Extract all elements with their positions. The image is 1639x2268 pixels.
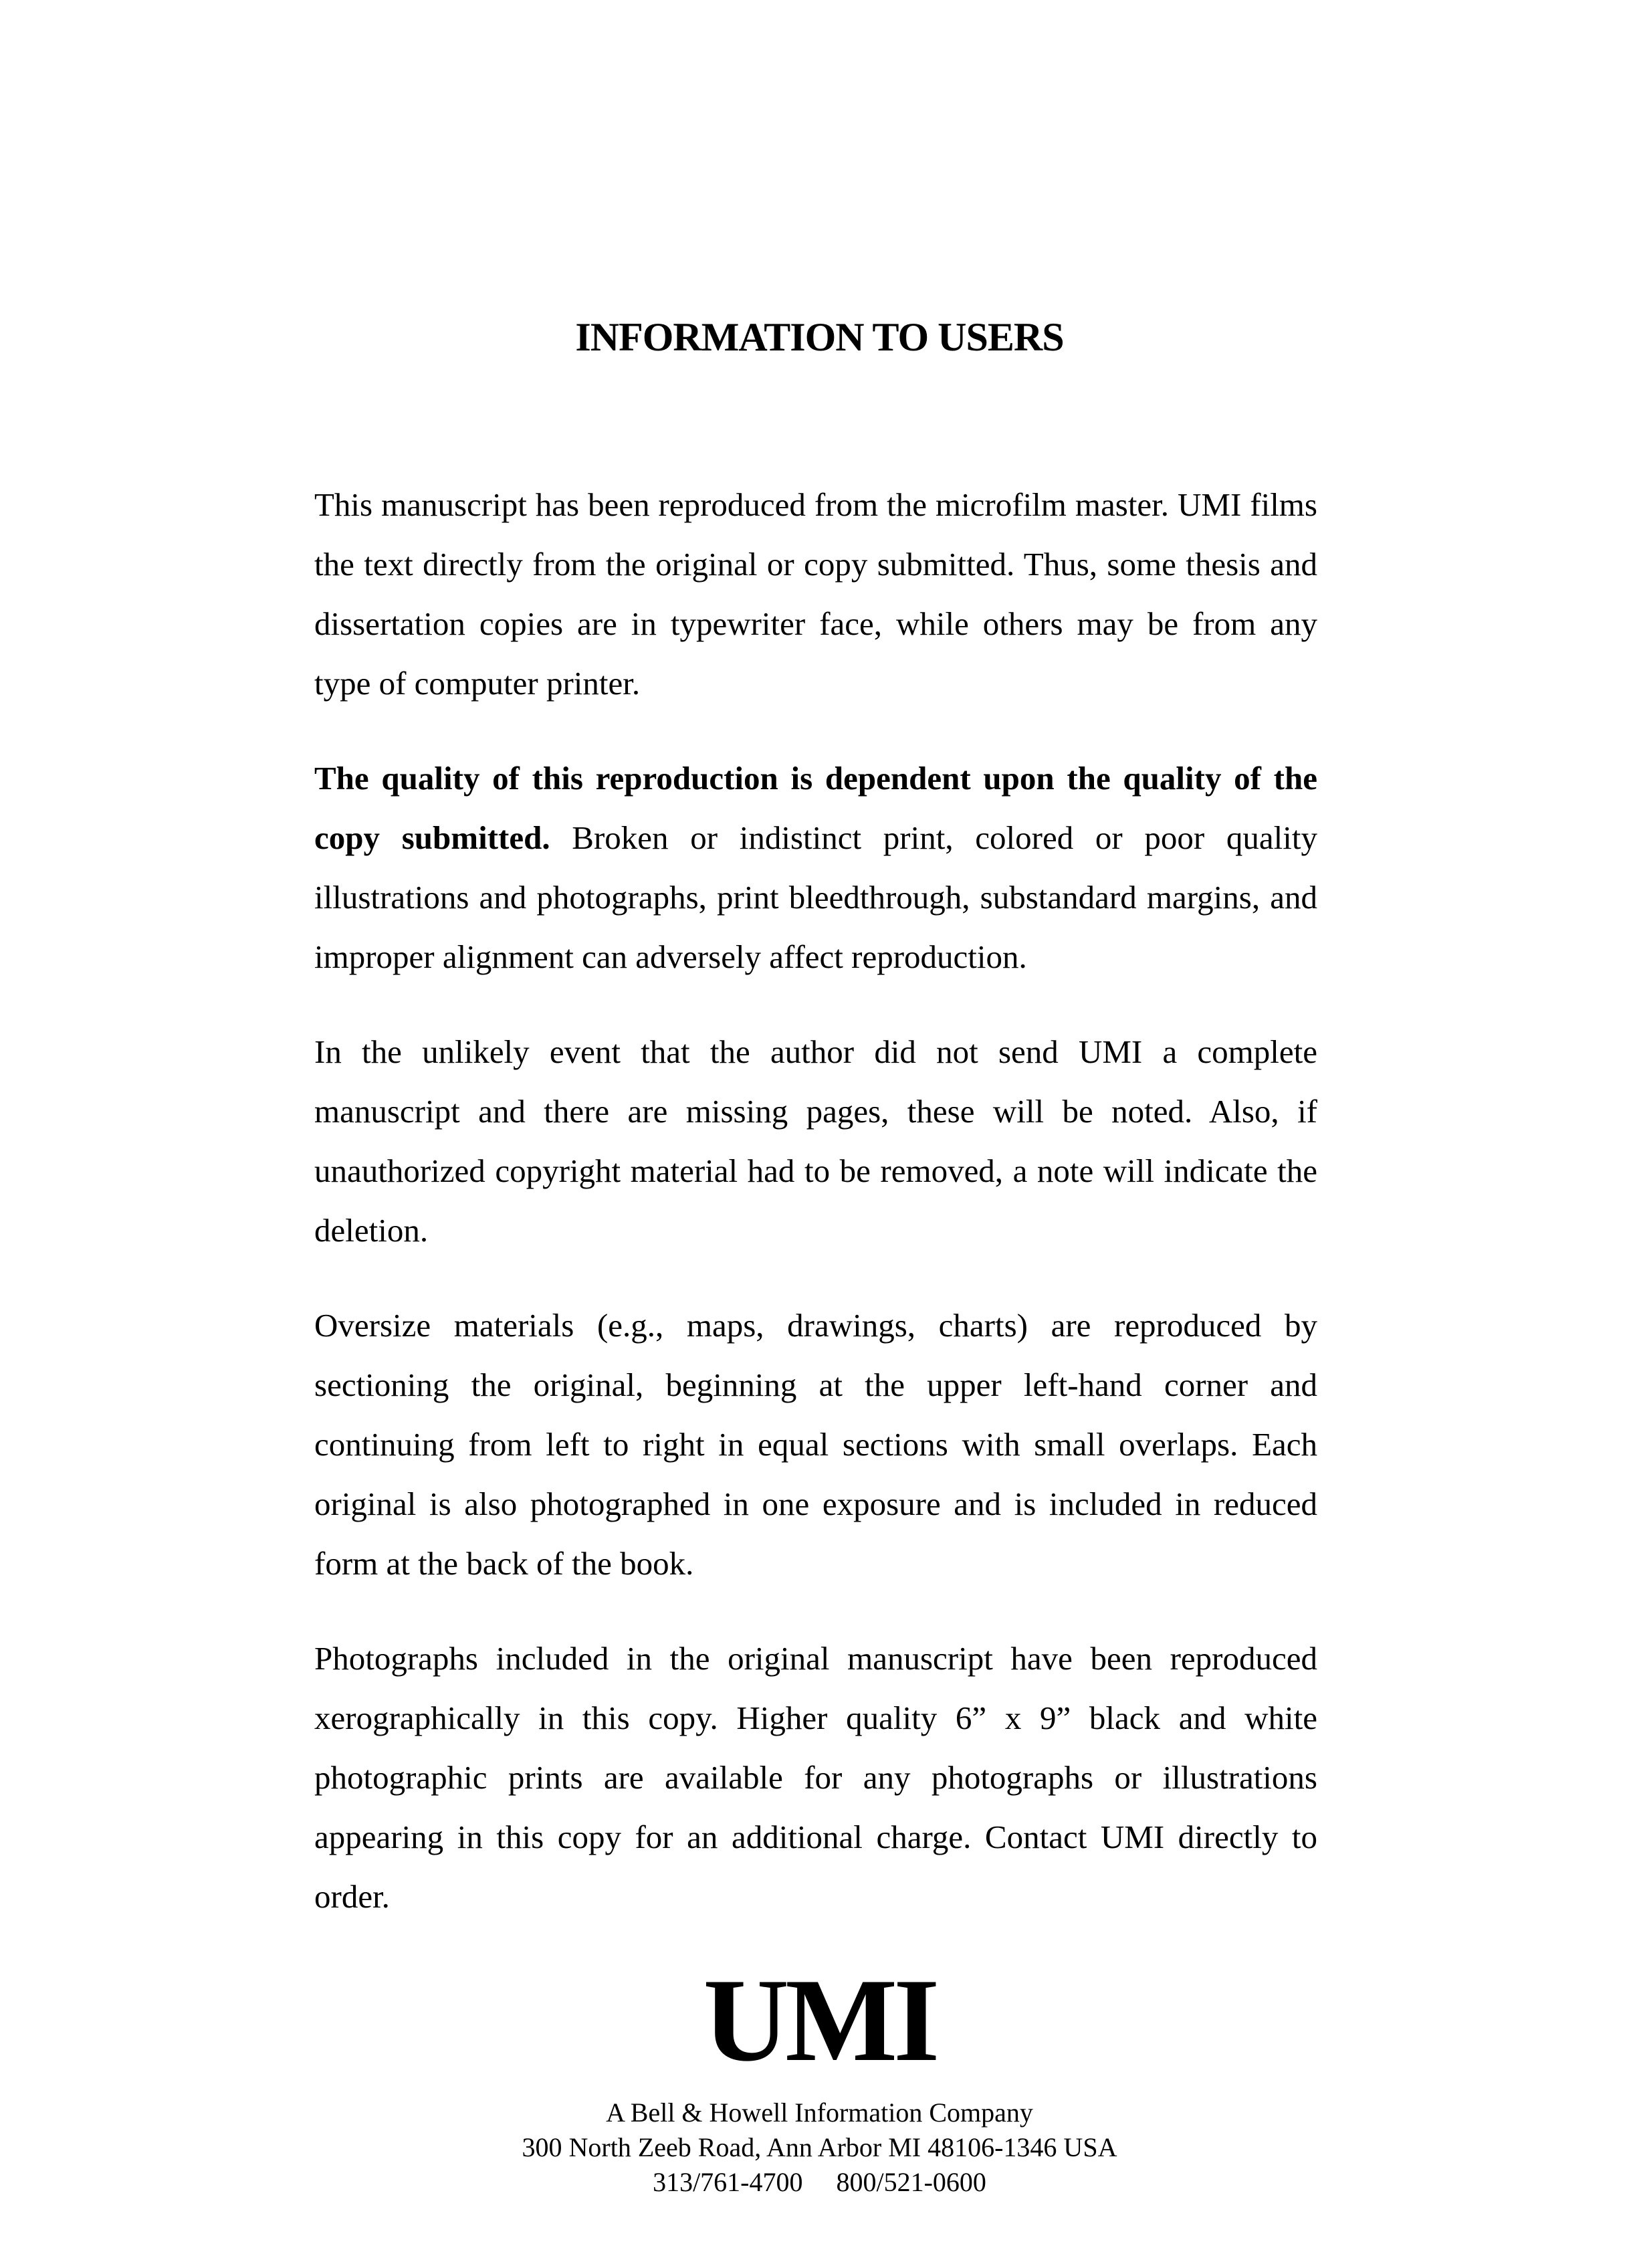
paragraph-quality bbox=[314, 748, 1317, 987]
paragraph-text: Broken or indistinct print, colored or poor quality illustrations and photographs, print bleedthrough, substandard margins, and improper alignment can adversely affect reproduction. bbox=[314, 819, 1317, 975]
company-name: A Bell & Howell Information Company bbox=[606, 2097, 1033, 2128]
paragraph-oversize bbox=[314, 1296, 1317, 1593]
paragraph-bold-lead: The quality of this reproduction is dependent upon the quality of the copy submitted. bbox=[314, 760, 1317, 856]
body-text bbox=[314, 475, 1317, 1962]
paragraph-missing-pages bbox=[314, 1022, 1317, 1260]
footer bbox=[0, 1954, 1639, 2200]
paragraph-text: Oversize materials (e.g., maps, drawings, charts) are reproduced by sectioning the original, beginning at the upper left-hand corner and continuing from left to right in equal sections with small overlaps. Each original is also photographed in one exposure and is included in reduced form at the back of the book. bbox=[314, 1307, 1317, 1582]
company-address: 300 North Zeeb Road, Ann Arbor MI 48106-1346 USA bbox=[522, 2132, 1117, 2162]
paragraph-text: Photographs included in the original manuscript have been reproduced xerographically in this copy. Higher quality 6” x 9” black and white photographic prints are available for any photographs or illustrations appearing in this copy for an additional charge. Contact UMI directly to order. bbox=[314, 1640, 1317, 1915]
paragraph-microfilm bbox=[314, 475, 1317, 713]
umi-logo: UMI bbox=[703, 1954, 936, 2086]
phone-numbers bbox=[0, 2165, 1639, 2200]
page-title: INFORMATION TO USERS bbox=[575, 315, 1064, 359]
phone-number: 313/761-4700 bbox=[653, 2167, 803, 2197]
paragraph-photographs bbox=[314, 1629, 1317, 1926]
phone-number: 800/521-0600 bbox=[836, 2167, 986, 2197]
paragraph-text: This manuscript has been reproduced from the microfilm master. UMI films the text directly from the original or copy submitted. Thus, some thesis and dissertation copies are in typewriter face, while others may be from any type of computer printer. bbox=[314, 486, 1317, 702]
paragraph-text: In the unlikely event that the author did not send UMI a complete manuscript and there are missing pages, these will be noted. Also, if unauthorized copyright material had to be removed, a note will indicate the deletion. bbox=[314, 1033, 1317, 1249]
